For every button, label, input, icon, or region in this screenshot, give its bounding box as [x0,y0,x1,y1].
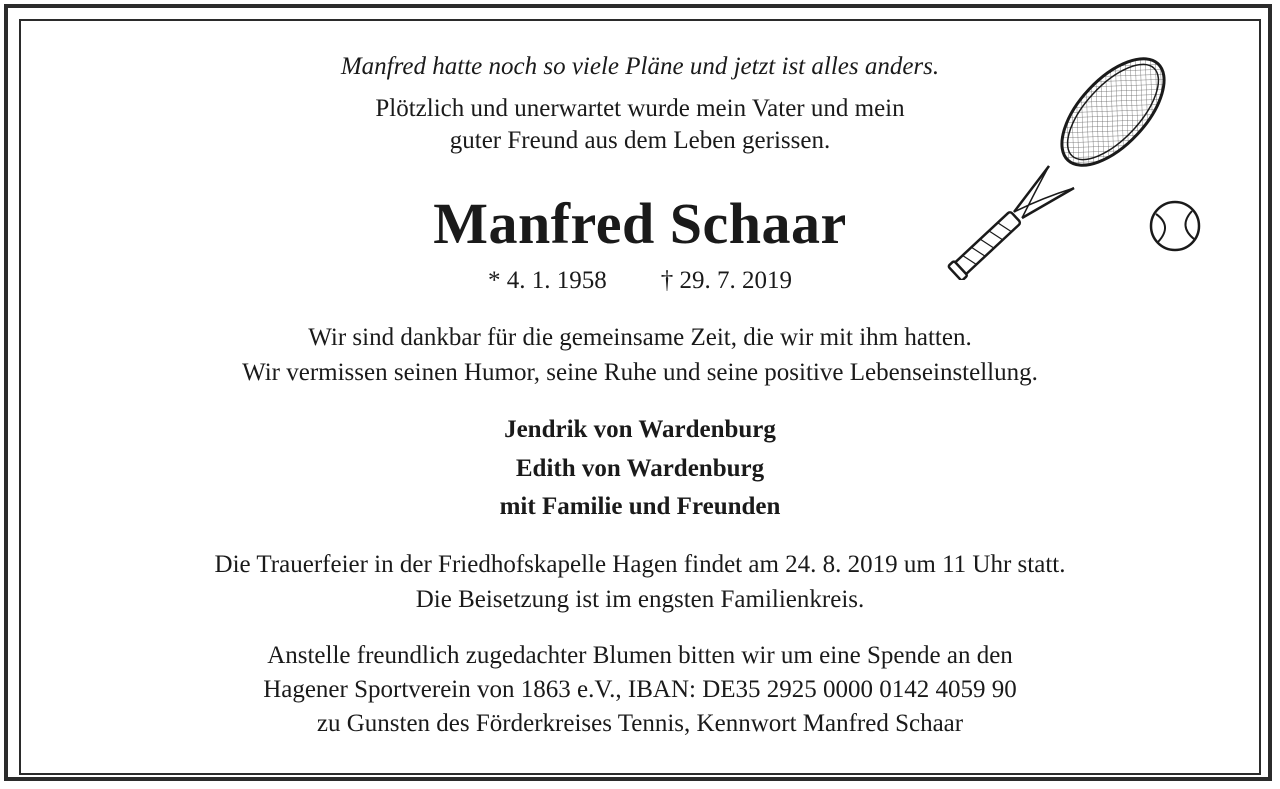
thanks-line-2: Wir vermissen seinen Humor, seine Ruhe und seine positive Lebenseinstellung. [242,359,1038,386]
mourner-2: Edith von Wardenburg [515,455,765,482]
donation-line-2: Hagener Sportverein von 1863 e.V., IBAN: DE35 2925 0000 0142 4059 90 [263,676,1017,703]
service-line-2: Die Beisetzung ist im engsten Familienkreis. [415,586,865,613]
intro-line-1: Plötzlich und unerwartet wurde mein Vater und mein [375,95,905,122]
service-line-1: Die Trauerfeier in der Friedhofskapelle Hagen findet am 24. 8. 2019 um 11 Uhr statt. [214,551,1066,578]
tennis-racket-and-ball-icon [942,48,1204,280]
birth-date: * 4. 1. 1958 [488,267,607,294]
mourner-3: mit Familie und Freunden [499,493,781,520]
mourner-1: Jendrik von Wardenburg [504,416,776,443]
tennis-racket [948,48,1182,280]
death-date: † 29. 7. 2019 [660,267,792,294]
intro-line-2: guter Freund aus dem Leben gerissen. [449,127,831,154]
donation-line-1: Anstelle freundlich zugedachter Blumen bitten wir um eine Spende an den [267,642,1013,669]
tennis-ball [1151,202,1199,250]
donation-line-3: zu Gunsten des Förderkreises Tennis, Kennwort Manfred Schaar [316,710,964,737]
thanks-line-1: Wir sind dankbar für die gemeinsame Zeit, die wir mit ihm hatten. [308,324,972,351]
opening-quote: Manfred hatte noch so viele Pläne und jetzt ist alles anders. [340,53,940,80]
deceased-name: Manfred Schaar [433,191,847,256]
